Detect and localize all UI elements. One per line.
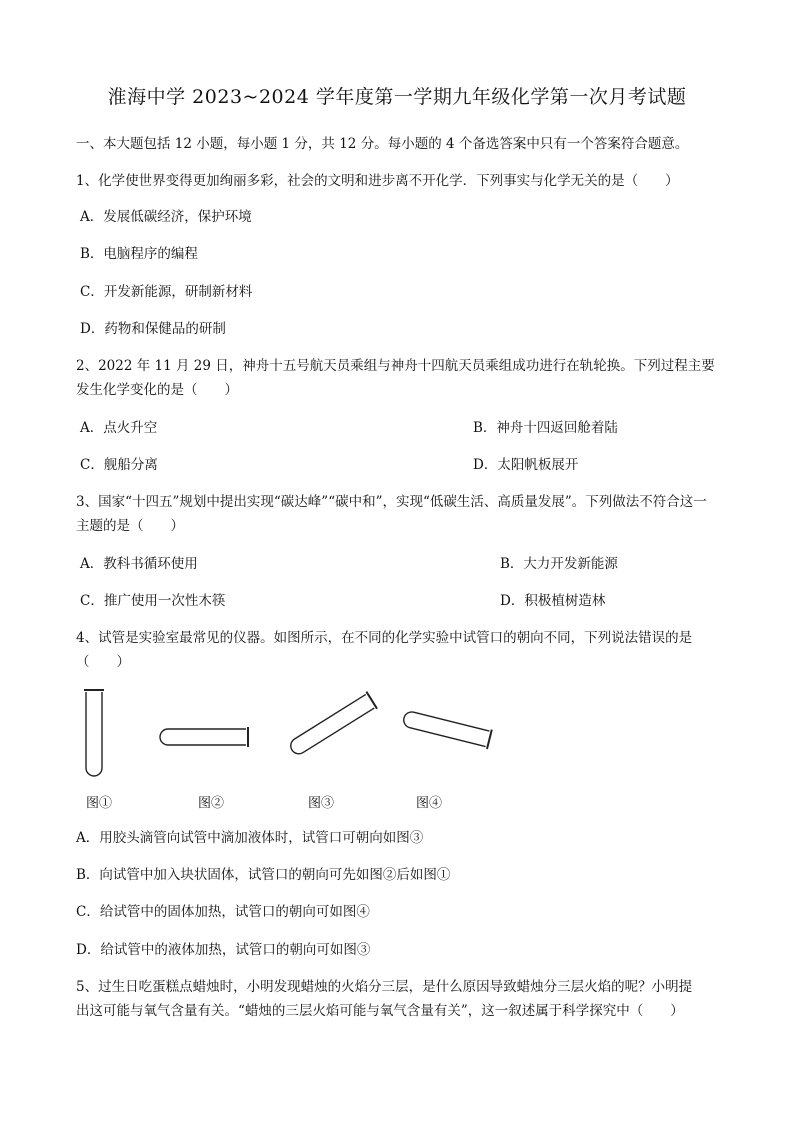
figure-label-3: 图③ (308, 796, 335, 811)
q3-option-b: B．大力开发新能源 (500, 556, 618, 572)
figure-label-4: 图④ (416, 796, 443, 811)
q4-option-d: D．给试管中的液体加热，试管口的朝向可如图③ (76, 942, 371, 958)
q1-option-c: C．开发新能源，研制新材料 (80, 284, 253, 300)
page-title: 淮海中学 2023~2024 学年度第一学期九年级化学第一次月考试题 (107, 86, 687, 108)
q4-option-c: C．给试管中的固体加热，试管口的朝向可如图④ (76, 904, 370, 920)
q1-option-a: A．发展低碳经济，保护环境 (80, 209, 252, 225)
q3-option-c: C．推广使用一次性木筷 (80, 593, 226, 609)
test-tube-tilted-up (287, 692, 377, 759)
figure-label-2: 图② (198, 796, 225, 811)
test-tube-horizontal (160, 727, 248, 747)
question-5-stem-line2: 出这可能与氧气含量有关。“蜡烛的三层火焰可能与氧气含量有关”，这一叙述属于科学探究中（ ） (76, 1003, 684, 1019)
q2-option-a: A．点火升空 (80, 420, 158, 436)
question-2-stem-line1: 2、2022 年 11 月 29 日，神舟十五号航天员乘组与神舟十四航天员乘组成功进行在轨轮换。下列过程主要 (76, 358, 715, 374)
q2-option-c: C．舰船分离 (80, 457, 158, 473)
q1-option-b: B．电脑程序的编程 (80, 246, 198, 262)
q3-option-a: A．教科书循环使用 (80, 556, 198, 572)
question-3-stem-line1: 3、国家“十四五”规划中提出实现“碳达峰”“碳中和”，实现“低碳生活、高质量发展”。下列做法不符合这一 (76, 494, 707, 510)
question-5-stem-line1: 5、过生日吃蛋糕点蜡烛时，小明发现蜡烛的火焰分三层，是什么原因导致蜡烛分三层火焰的呢？小明提 (76, 979, 693, 995)
test-tube-vertical (84, 690, 104, 776)
q2-option-b: B．神舟十四返回舱着陆 (473, 420, 618, 436)
figure-label-1: 图① (86, 796, 113, 811)
test-tube-figure (70, 680, 510, 785)
question-3-stem-line2: 主题的是（ ） (76, 518, 184, 534)
q3-option-d: D．积极植树造林 (500, 593, 606, 609)
q4-option-b: B．向试管中加入块状固体，试管口的朝向可先如图②后如图① (76, 867, 451, 883)
test-tube-tilted-down (402, 708, 492, 749)
question-1-stem: 1、化学使世界变得更加绚丽多彩，社会的文明和进步离不开化学．下列事实与化学无关的是（ ） (76, 173, 679, 189)
section-header: 一、本大题包括 12 小题，每小题 1 分，共 12 分。每小题的 4 个备选答案中只有一个答案符合题意。 (76, 136, 689, 152)
question-4-stem-line2: （ ） (76, 654, 130, 670)
q4-option-a: A．用胶头滴管向试管中滴加液体时，试管口可朝向如图③ (76, 830, 424, 846)
question-4-stem-line1: 4、试管是实验室最常见的仪器。如图所示，在不同的化学实验中试管口的朝向不同，下列说法错误的是 (76, 630, 693, 646)
q1-option-d: D．药物和保健品的研制 (80, 321, 226, 337)
question-2-stem-line2: 发生化学变化的是（ ） (76, 382, 238, 398)
q2-option-d: D．太阳帆板展开 (473, 457, 579, 473)
